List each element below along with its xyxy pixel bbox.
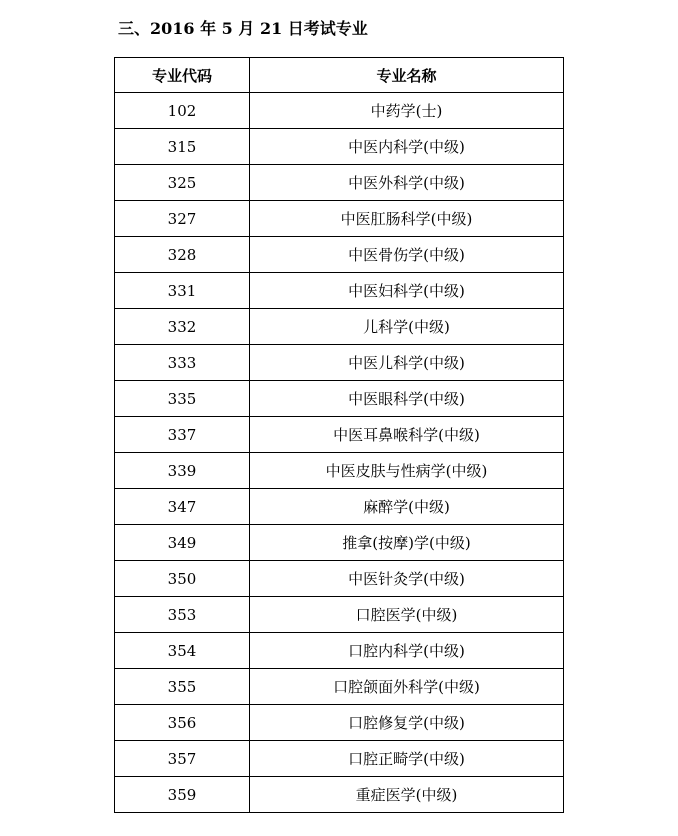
table-row xyxy=(115,669,564,705)
table-row xyxy=(115,93,564,129)
specialty-code-cell: 356 xyxy=(115,705,250,741)
specialty-code-cell: 359 xyxy=(115,777,250,813)
table-row xyxy=(115,489,564,525)
specialty-name-cell: 中医皮肤与性病学(中级) xyxy=(250,453,564,489)
specialty-name-cell: 中医耳鼻喉科学(中级) xyxy=(250,417,564,453)
specialty-name-cell: 中医骨伤学(中级) xyxy=(250,237,564,273)
specialty-code-cell: 333 xyxy=(115,345,250,381)
table-row xyxy=(115,381,564,417)
specialty-code-cell: 327 xyxy=(115,201,250,237)
specialty-name-cell: 口腔医学(中级) xyxy=(250,597,564,633)
specialty-name-cell: 麻醉学(中级) xyxy=(250,489,564,525)
table-row xyxy=(115,237,564,273)
specialty-code-cell: 315 xyxy=(115,129,250,165)
specialty-code-cell: 339 xyxy=(115,453,250,489)
table-row xyxy=(115,777,564,813)
specialty-code-cell: 350 xyxy=(115,561,250,597)
specialty-code-cell: 353 xyxy=(115,597,250,633)
table-row xyxy=(115,273,564,309)
specialty-code-cell: 328 xyxy=(115,237,250,273)
specialty-name-cell: 口腔正畸学(中级) xyxy=(250,741,564,777)
table-row xyxy=(115,741,564,777)
specialty-name-cell: 口腔内科学(中级) xyxy=(250,633,564,669)
specialty-name-cell: 中药学(士) xyxy=(250,93,564,129)
specialty-code-cell: 337 xyxy=(115,417,250,453)
table-row xyxy=(115,309,564,345)
specialty-code-cell: 347 xyxy=(115,489,250,525)
table-row xyxy=(115,345,564,381)
specialty-name-cell: 中医儿科学(中级) xyxy=(250,345,564,381)
specialty-code-cell: 354 xyxy=(115,633,250,669)
table-row xyxy=(115,129,564,165)
specialty-name-cell: 中医针灸学(中级) xyxy=(250,561,564,597)
table-row xyxy=(115,561,564,597)
specialty-name-cell: 推拿(按摩)学(中级) xyxy=(250,525,564,561)
table-row xyxy=(115,453,564,489)
table-row xyxy=(115,597,564,633)
table-body xyxy=(115,93,564,813)
table-row xyxy=(115,417,564,453)
specialty-name-cell: 中医肛肠科学(中级) xyxy=(250,201,564,237)
specialty-name-cell: 儿科学(中级) xyxy=(250,309,564,345)
specialty-code-cell: 335 xyxy=(115,381,250,417)
table-row xyxy=(115,525,564,561)
specialty-code-cell: 325 xyxy=(115,165,250,201)
table-header-row xyxy=(115,58,564,93)
specialty-code-cell: 349 xyxy=(115,525,250,561)
table-row xyxy=(115,165,564,201)
specialty-name-cell: 口腔颌面外科学(中级) xyxy=(250,669,564,705)
specialty-code-cell: 355 xyxy=(115,669,250,705)
specialty-code-cell: 357 xyxy=(115,741,250,777)
specialty-name-cell: 中医内科学(中级) xyxy=(250,129,564,165)
specialty-name-cell: 中医妇科学(中级) xyxy=(250,273,564,309)
column-header-code: 专业代码 xyxy=(115,58,250,93)
specialty-name-cell: 中医外科学(中级) xyxy=(250,165,564,201)
specialty-code-cell: 331 xyxy=(115,273,250,309)
specialty-code-cell: 332 xyxy=(115,309,250,345)
table-row xyxy=(115,633,564,669)
table-row xyxy=(115,201,564,237)
specialty-name-cell: 口腔修复学(中级) xyxy=(250,705,564,741)
column-header-name: 专业名称 xyxy=(250,58,564,93)
specialty-name-cell: 中医眼科学(中级) xyxy=(250,381,564,417)
specialty-code-cell: 102 xyxy=(115,93,250,129)
table-row xyxy=(115,705,564,741)
specialty-name-cell: 重症医学(中级) xyxy=(250,777,564,813)
exam-specialty-table xyxy=(114,57,564,813)
page-heading: 三、2016 年 5 月 21 日考试专业 xyxy=(118,19,368,38)
